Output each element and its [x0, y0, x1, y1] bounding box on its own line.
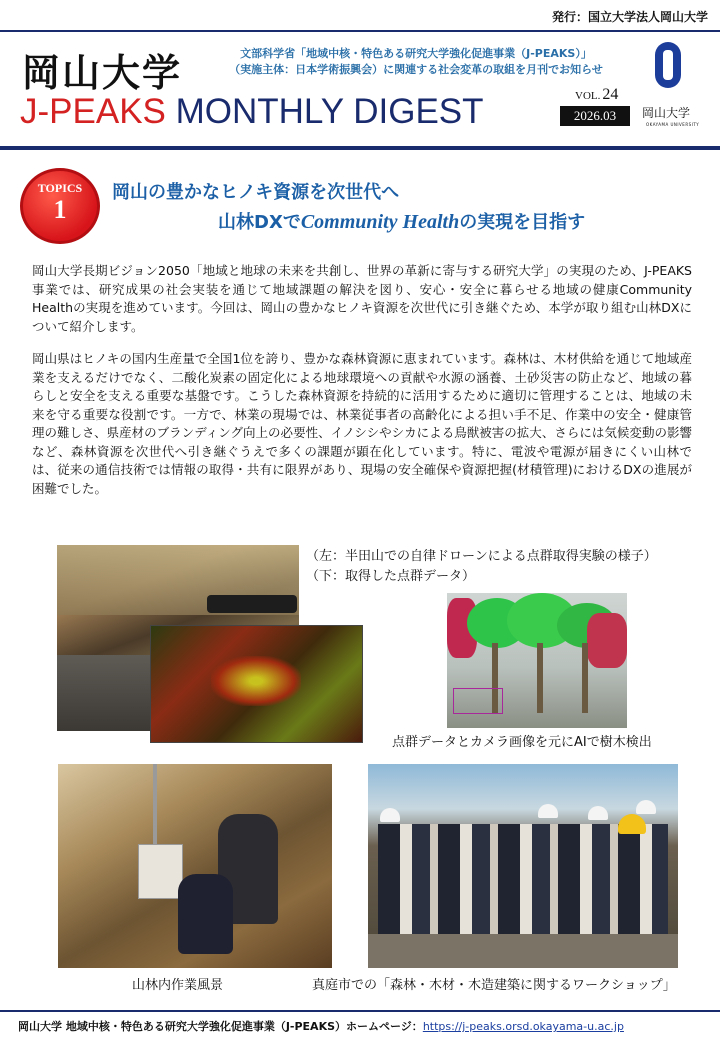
topics-badge-label: TOPICS	[37, 181, 83, 195]
drone-caption-line2: （下：取得した点群データ）	[306, 569, 476, 584]
tagline-line2: （実施主体：日本学術振興会）に関連する社会変革の取組を月刊でお知らせ	[229, 63, 603, 76]
drone-caption	[306, 547, 657, 587]
university-name-en: OKAYAMA UNIVERSITY	[646, 122, 700, 127]
yellow-helmet-icon	[618, 814, 646, 834]
helmet-icon	[636, 800, 656, 814]
detection-box	[453, 688, 503, 714]
vol-number: 24	[602, 86, 619, 103]
footer-text: 岡山大学 地域中核・特色ある研究大学強化促進事業（J-PEAKS）ホームページ：	[18, 1020, 423, 1033]
header-rule	[0, 146, 720, 150]
tree-trunk	[537, 643, 543, 713]
worker-figure	[178, 874, 233, 954]
forest-work-photo	[58, 764, 332, 968]
university-name: 岡山大学	[642, 106, 691, 120]
brand-en-title	[20, 92, 484, 132]
issue-date: 2026.03	[560, 106, 630, 126]
headline-line2-italic: Community Health	[300, 211, 460, 233]
workshop-caption: 真庭市での「森林・木材・木造建築に関するワークショップ」	[312, 978, 676, 993]
university-logo-icon	[655, 42, 681, 88]
headline-line1: 岡山の豊かなヒノキ資源を次世代へ	[112, 182, 400, 203]
brand-jp-title: 岡山大学	[22, 50, 183, 95]
tree-shape	[587, 613, 627, 668]
body-paragraph-1: 岡山大学長期ビジョン2050「地域と地球の未来を共創し、世界の革新に寄与する研究大学」の実現のため、J-PEAKS事業では、研究成果の社会実装を通じて地域課題の解決を図り、安心・安全に暮らせる地域の健康Community Healthの実現を進めています。今回は、岡山の豊かなヒノキ資源を次世代に引き継ぐため、本学が取り組む山林DXについて紹介します。	[32, 263, 692, 334]
photo-pole	[153, 764, 157, 854]
vol-prefix: VOL.	[575, 90, 601, 102]
drone-caption-line1: （左：半田山での自律ドローンによる点群取得実験の様子）	[306, 549, 657, 564]
ai-tree-detection-photo	[447, 593, 627, 728]
tree-trunk	[582, 643, 588, 713]
headline-line2-post: の実現を目指す	[459, 212, 586, 233]
equipment-box	[138, 844, 183, 899]
topics-badge	[20, 168, 100, 244]
workshop-photo	[368, 764, 678, 968]
photo-ground	[368, 934, 678, 968]
tagline-line1: 文部科学省「地域中核・特色ある研究大学強化促進事業（J-PEAKS）」	[240, 47, 592, 60]
ai-caption: 点群データとカメラ画像を元にAIで樹木検出	[392, 735, 652, 750]
publisher-text: 発行：国立大学法人岡山大学	[551, 10, 708, 24]
headline-line2	[218, 208, 720, 234]
body-paragraph-2: 岡山県はヒノキの国内生産量で全国1位を誇り、豊かな森林資源に恵まれています。森林は、木材供給を通じて地域産業を支えるだけでなく、二酸化炭素の固定化による地球環境への貢献や水源の涵養、土砂災害の防止など、地域の暮らしと安全を支える重要な基盤です。こうした森林資源を持続的に活用するために適切に管理することは、地域の未来を守る重要な役割です。一方で、林業の現場では、林業従事者の高齢化による担い手不足、作業中の安全・健康管理の難しさ、県産材のブランディング向上の必要性、イノシシやシカによる鳥獣被害の拡大、さらには気候変動の影響など、森林資源を次世代へ引き継ぐうえで多くの課題が顕在化しています。特に、電波や電源が届きにくい山林では、従来の通信技術では情報の取得・共有に限界があり、現場の安全確保や資源把握(材積管理)におけるDXの進展が困難でした。	[32, 351, 692, 496]
top-rule	[0, 30, 720, 32]
tagline	[216, 46, 616, 78]
brand-en-rest: MONTHLY DIGEST	[165, 92, 484, 131]
headline-line2-pre: 山林DXで	[218, 212, 301, 233]
helmet-icon	[538, 804, 558, 818]
participants-group	[378, 824, 668, 944]
footer	[18, 1018, 624, 1034]
brand-en-prefix: J-PEAKS	[20, 92, 166, 131]
point-cloud-photo	[150, 625, 363, 743]
helmet-icon	[380, 808, 400, 822]
drone-icon	[207, 595, 297, 613]
work-caption: 山林内作業風景	[132, 978, 224, 993]
footer-rule	[0, 1010, 720, 1012]
topics-badge-number: 1	[53, 195, 67, 224]
volume-label	[575, 86, 618, 104]
footer-url-link[interactable]: https://j-peaks.orsd.okayama-u.ac.jp	[422, 1020, 624, 1033]
helmet-icon	[588, 806, 608, 820]
point-cloud-hotspot	[211, 656, 301, 706]
